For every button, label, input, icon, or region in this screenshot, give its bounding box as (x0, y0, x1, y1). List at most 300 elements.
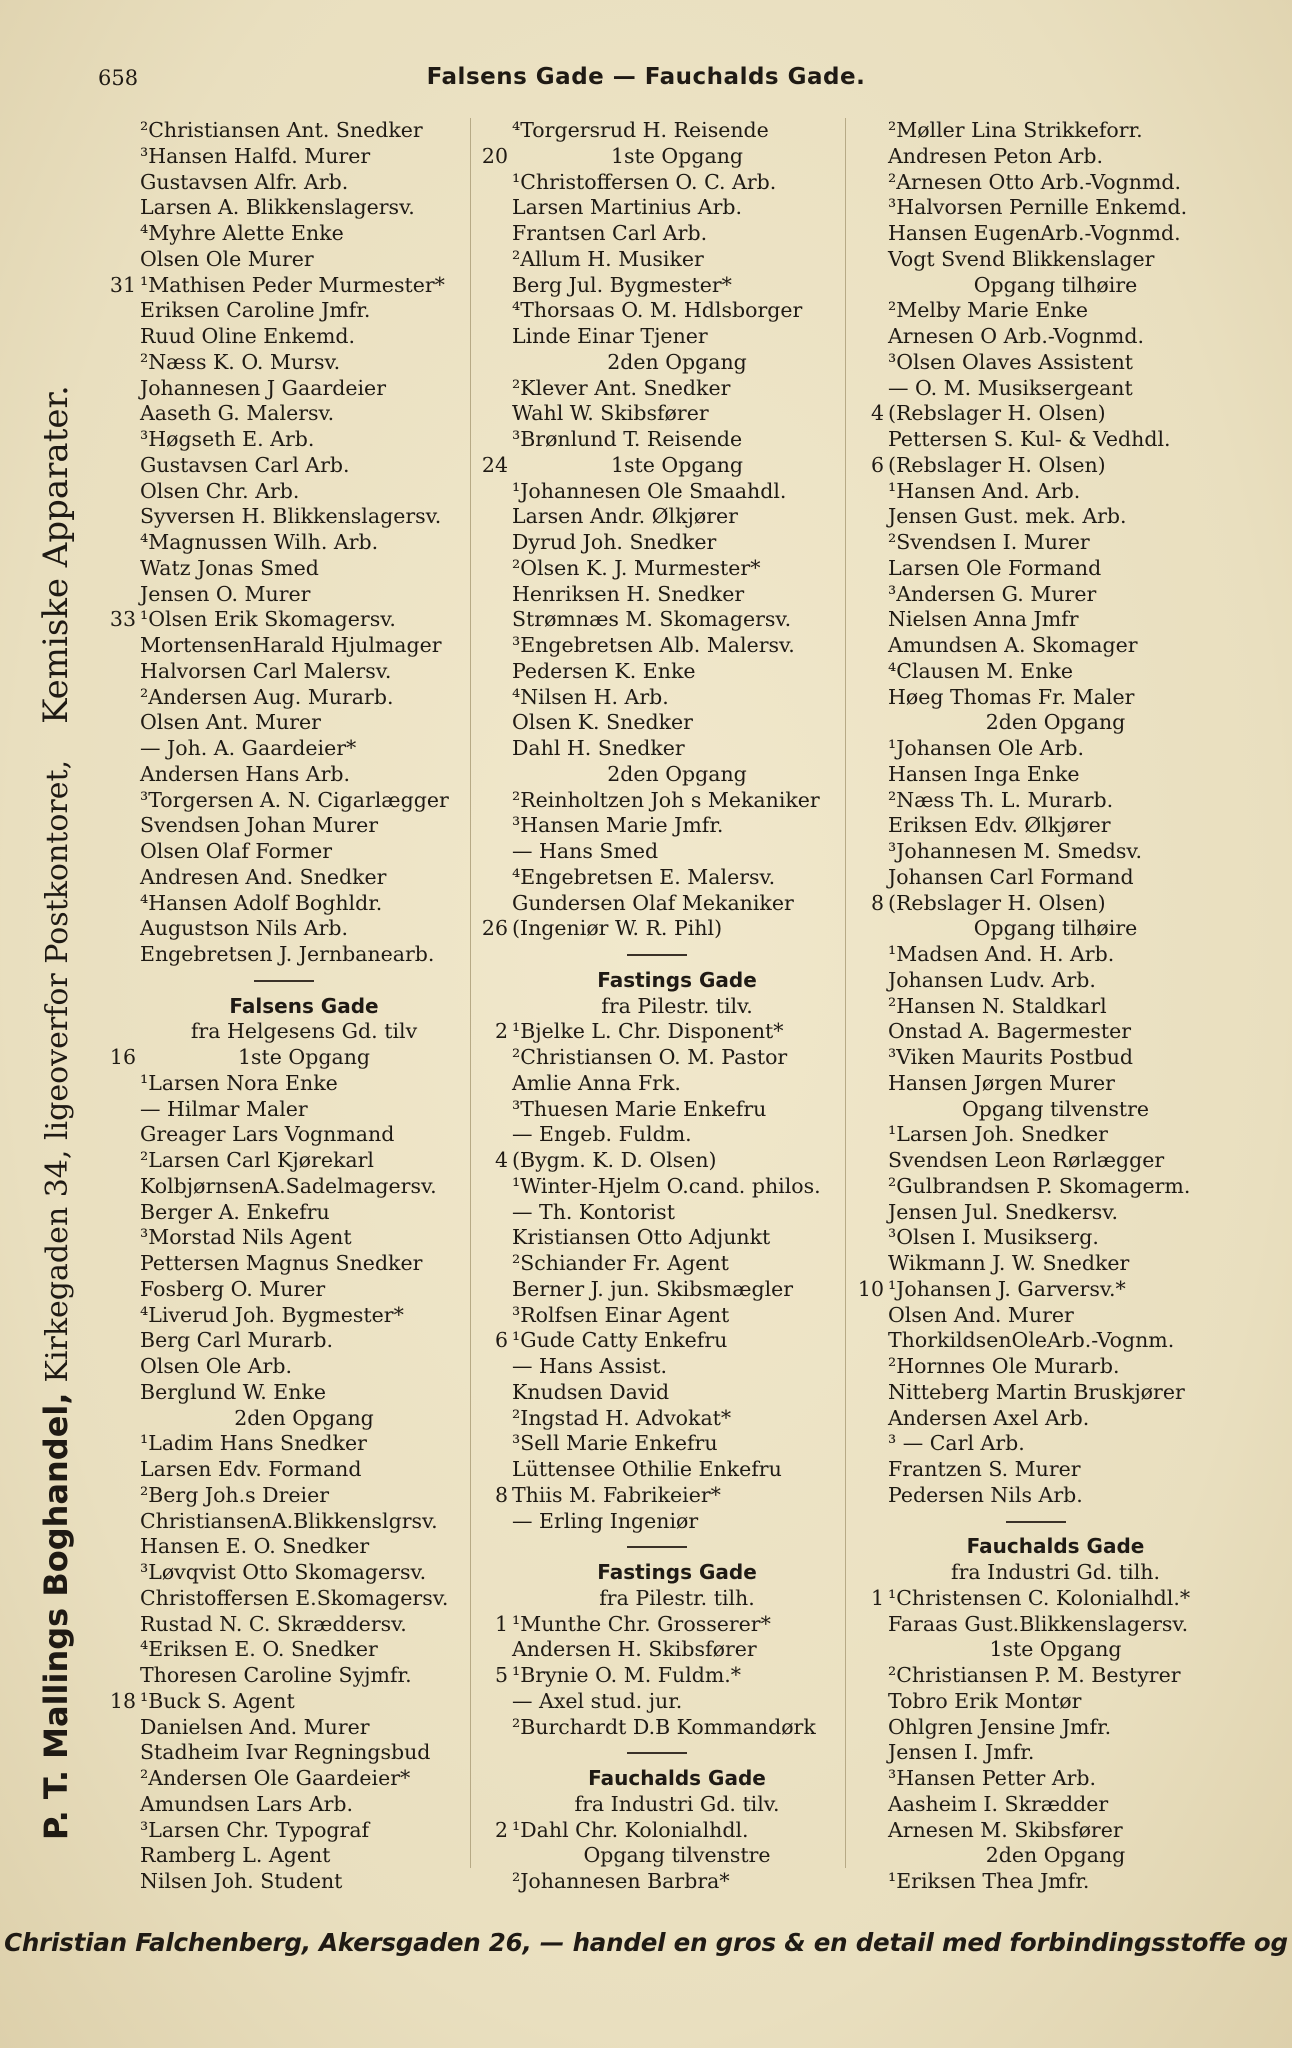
resident-text: Faraas Gust.Blikkenslagersv. (888, 1611, 1189, 1636)
resident-text: ³Olsen Olaves Assistent (888, 349, 1134, 374)
section-text: fra Pilestr. tilv. (601, 993, 753, 1018)
resident-entry (100, 1663, 468, 1689)
section-label (848, 710, 1223, 736)
section-label (100, 1406, 468, 1432)
resident-text: Berger A. Enkefru (140, 1199, 330, 1224)
resident-text: ⁴Thorsaas O. M. Hdlsborger (512, 298, 803, 323)
resident-entry (100, 324, 468, 350)
resident-entry (100, 1122, 468, 1148)
resident-text: ¹Olsen Erik Skomagersv. (140, 607, 396, 632)
resident-entry (848, 1045, 1223, 1071)
section-label (848, 916, 1223, 942)
resident-entry (100, 1148, 468, 1174)
resident-text: Hansen Jørgen Murer (888, 1070, 1115, 1095)
house-number: 4 (494, 1148, 508, 1172)
resident-entry (100, 736, 468, 762)
resident-text: ⁴Eriksen E. O. Snedker (140, 1637, 378, 1662)
resident-text: ²Johannesen Barbra* (512, 1869, 730, 1893)
resident-text: ³Hansen Halfd. Murer (140, 143, 371, 168)
resident-entry (848, 762, 1223, 788)
resident-text: ³Larsen Chr. Typograf (140, 1817, 370, 1842)
running-title: Falsens Gade — Fauchalds Gade. (426, 64, 866, 90)
resident-text: ¹Larsen Nora Enke (140, 1070, 338, 1095)
resident-entry (472, 1380, 842, 1406)
resident-text: Hansen Inga Enke (888, 761, 1080, 786)
resident-text: Olsen Ant. Murer (140, 710, 321, 735)
resident-text: ²Christiansen P. M. Bestyrer (888, 1663, 1181, 1687)
resident-entry (100, 376, 468, 402)
resident-text: Larsen Andr. Ølkjører (512, 504, 738, 529)
section-label (472, 144, 842, 170)
section-text: 2den Opgang (985, 710, 1126, 735)
street-name: Falsens Gade (229, 993, 379, 1018)
side-advertisement (36, 280, 80, 1840)
resident-entry (472, 659, 842, 685)
resident-text: ²Hornnes Ole Murarb. (888, 1354, 1120, 1378)
resident-text: Olsen Ole Arb. (140, 1354, 292, 1378)
resident-text: Ramberg L. Agent (140, 1843, 331, 1868)
divider-line (627, 1546, 687, 1548)
resident-entry (472, 1406, 842, 1432)
section-label (848, 273, 1223, 299)
resident-entry (100, 195, 468, 221)
section-text: Opgang tilvenstre (583, 1843, 771, 1868)
resident-entry (472, 1869, 842, 1895)
resident-text: Larsen Martinius Arb. (512, 195, 743, 220)
resident-text: Gundersen Olaf Mekaniker (512, 890, 794, 915)
resident-text: — Erling Ingeniør (512, 1508, 699, 1533)
section-label (848, 1097, 1223, 1123)
resident-text: ²Schiander Fr. Agent (512, 1251, 729, 1275)
resident-text: Olsen And. Murer (888, 1302, 1074, 1327)
resident-text: ²Olsen K. J. Murmester* (512, 555, 761, 580)
resident-text: Berg Jul. Bygmester* (512, 272, 732, 297)
resident-entry (472, 916, 842, 942)
resident-text: Greager Lars Vognmand (140, 1122, 395, 1147)
resident-text: ¹Ladim Hans Snedker (140, 1431, 367, 1456)
resident-text: ⁴Liverud Joh. Bygmester* (140, 1302, 404, 1327)
resident-entry (100, 839, 468, 865)
section-label (100, 1045, 468, 1071)
street-heading (472, 1766, 842, 1792)
resident-text: ³Andersen G. Murer (888, 581, 1097, 606)
resident-entry (848, 994, 1223, 1020)
resident-entry (848, 427, 1223, 453)
resident-entry (100, 1354, 468, 1380)
resident-entry (848, 479, 1223, 505)
resident-text: Eriksen Edv. Ølkjører (888, 813, 1111, 838)
resident-entry (472, 504, 842, 530)
street-name: Fauchalds Gade (966, 1534, 1145, 1559)
resident-text: — Joh. A. Gaardeier* (140, 736, 357, 760)
resident-text: Jensen Jul. Snedkersv. (888, 1199, 1118, 1224)
section-text: 2den Opgang (607, 349, 747, 374)
resident-text: Svendsen Johan Murer (140, 813, 379, 838)
side-ad-address: Kirkegaden 34, ligeoverfor Postkontoret, (40, 759, 75, 1383)
resident-text: Johansen Ludv. Arb. (888, 967, 1096, 992)
resident-entry (100, 916, 468, 942)
house-number: 31 (109, 272, 136, 297)
resident-entry (100, 1071, 468, 1097)
resident-entry (848, 1869, 1223, 1895)
section-label (848, 1843, 1223, 1869)
resident-entry (848, 1431, 1223, 1457)
resident-entry (848, 1200, 1223, 1226)
street-name: Fastings Gade (597, 1560, 757, 1584)
resident-entry (100, 1740, 468, 1766)
resident-text: ³Høgseth E. Arb. (140, 427, 315, 451)
resident-text: ⁴Nilsen H. Arb. (512, 684, 669, 709)
resident-text: — O. M. Musiksergeant (888, 375, 1133, 400)
resident-entry (100, 813, 468, 839)
resident-text: Pettersen Magnus Snedker (140, 1251, 423, 1275)
section-label (472, 762, 842, 788)
resident-text: ¹Eriksen Thea Jmfr. (888, 1869, 1090, 1893)
resident-entry (848, 1586, 1223, 1612)
resident-text: ²Melby Marie Enke (888, 298, 1089, 323)
section-text: 1ste Opgang (610, 143, 744, 168)
resident-entry (848, 788, 1223, 814)
resident-entry (848, 556, 1223, 582)
resident-text: Amundsen Lars Arb. (140, 1791, 354, 1816)
street-heading (100, 994, 468, 1020)
resident-entry (472, 1251, 842, 1277)
resident-entry (100, 1869, 468, 1895)
resident-text: Amlie Anna Frk. (512, 1070, 681, 1095)
section-text: 1ste Opgang (237, 1045, 371, 1069)
resident-entry (100, 1637, 468, 1663)
resident-entry (472, 633, 842, 659)
resident-entry (472, 427, 842, 453)
resident-entry (472, 685, 842, 711)
resident-entry (100, 530, 468, 556)
resident-entry (100, 865, 468, 891)
resident-entry (848, 170, 1223, 196)
resident-entry (472, 1200, 842, 1226)
resident-text: — Hans Assist. (512, 1354, 668, 1378)
section-label (472, 350, 842, 376)
resident-text: Engebretsen J. Jernbanearb. (140, 942, 435, 966)
resident-entry (848, 1071, 1223, 1097)
footer-advertisement: Christian Falchenberg, Akersgaden 26, — handel en gros & en detail med forbindingsstoffe og (4, 1928, 1288, 1957)
resident-entry (472, 1174, 842, 1200)
resident-text: ⁴Clausen M. Enke (888, 658, 1074, 683)
resident-text: Gustavsen Alfr. Arb. (140, 169, 349, 194)
resident-entry (848, 1148, 1223, 1174)
section-label (848, 1637, 1223, 1663)
resident-text: ¹Christoffersen O. C. Arb. (512, 169, 777, 194)
resident-text: Jensen Gust. mek. Arb. (888, 504, 1127, 529)
resident-text: ¹Larsen Joh. Snedker (888, 1122, 1108, 1147)
resident-text: Thiis M. Fabrikeier* (512, 1482, 721, 1507)
resident-text: ²Burchardt D.B Kommandørk (512, 1714, 816, 1739)
resident-entry (472, 1689, 842, 1715)
section-text: 1ste Opgang (610, 452, 744, 477)
resident-entry (100, 1843, 468, 1869)
resident-entry (848, 1457, 1223, 1483)
resident-text: ³Thuesen Marie Enkefru (512, 1096, 767, 1121)
resident-text: ⁴Torgersrud H. Reisende (512, 118, 769, 142)
resident-text: Aaseth G. Malersv. (140, 401, 335, 426)
resident-entry (848, 504, 1223, 530)
resident-entry (100, 1509, 468, 1535)
resident-text: Olsen Olaf Former (140, 839, 333, 863)
resident-text: Ohlgren Jensine Jmfr. (888, 1714, 1112, 1739)
resident-entry (100, 247, 468, 273)
resident-entry (848, 865, 1223, 891)
side-ad-publisher: P. T. Mallings Boghandel, (37, 1392, 75, 1840)
resident-entry (848, 891, 1223, 917)
house-number: 2 (494, 1019, 508, 1044)
resident-entry (100, 1534, 468, 1560)
resident-entry (100, 1560, 468, 1586)
resident-entry (848, 1792, 1223, 1818)
resident-entry (848, 1766, 1223, 1792)
street-name: Fastings Gade (597, 967, 757, 992)
resident-entry (100, 401, 468, 427)
resident-entry (848, 1380, 1223, 1406)
resident-entry (472, 1457, 842, 1483)
resident-text: Hansen EugenArb.-Vognmd. (888, 221, 1181, 245)
resident-text: Tobro Erik Montør (888, 1688, 1082, 1713)
resident-entry (848, 1740, 1223, 1766)
resident-text: Svendsen Leon Rørlægger (888, 1148, 1165, 1172)
resident-text: ¹Gude Catty Enkefru (512, 1328, 728, 1353)
section-label (472, 1792, 842, 1818)
house-number: 2 (494, 1817, 508, 1842)
resident-text: ¹Buck S. Agent (140, 1688, 295, 1713)
resident-text: ¹Bjelke L. Chr. Disponent* (512, 1019, 784, 1044)
resident-text: ⁴Engebretsen E. Malersv. (512, 864, 776, 889)
resident-entry (848, 1225, 1223, 1251)
resident-text: Olsen Chr. Arb. (140, 478, 300, 503)
resident-text: ²Næss K. O. Mursv. (140, 349, 341, 374)
resident-entry (848, 324, 1223, 350)
resident-entry (848, 1328, 1223, 1354)
resident-entry (848, 1663, 1223, 1689)
house-number: 10 (857, 1276, 884, 1301)
resident-text: ²Møller Lina Strikkeforr. (888, 118, 1143, 142)
resident-entry (472, 170, 842, 196)
resident-text: Eriksen Caroline Jmfr. (140, 298, 371, 323)
resident-entry (472, 530, 842, 556)
resident-text: Larsen Ole Formand (888, 555, 1102, 580)
resident-text: Andersen Hans Arb. (140, 761, 351, 786)
resident-text: ³Torgersen A. N. Cigarlægger (140, 787, 449, 812)
resident-entry (472, 324, 842, 350)
section-label (472, 453, 842, 479)
street-name: Fauchalds Gade (588, 1766, 766, 1790)
resident-text: Rustad N. C. Skræddersv. (140, 1611, 407, 1636)
resident-text: ³Viken Maurits Postbud (888, 1045, 1134, 1069)
resident-entry (472, 1097, 842, 1123)
resident-entry (848, 1406, 1223, 1432)
directory-column-2 (472, 118, 842, 1895)
resident-text: Arnesen M. Skibsfører (888, 1817, 1123, 1842)
resident-text: Thoresen Caroline Syjmfr. (140, 1663, 412, 1687)
directory-column-1 (100, 118, 468, 1895)
resident-text: Kristiansen Otto Adjunkt (512, 1225, 771, 1250)
resident-entry (100, 504, 468, 530)
page-header (0, 62, 1292, 102)
resident-entry (100, 170, 468, 196)
resident-entry (472, 1303, 842, 1329)
resident-entry (848, 633, 1223, 659)
resident-entry (848, 968, 1223, 994)
resident-text: Onstad A. Bagermester (888, 1019, 1132, 1044)
resident-entry (472, 401, 842, 427)
resident-text: ³Johannesen M. Smedsv. (888, 839, 1143, 863)
divider-line (254, 980, 314, 982)
resident-text: Knudsen David (512, 1379, 670, 1404)
resident-entry (100, 1328, 468, 1354)
house-number: 24 (481, 452, 508, 477)
resident-entry (100, 144, 468, 170)
resident-text: KolbjørnsenA.Sadelmagersv. (140, 1173, 437, 1198)
section-label (472, 1843, 842, 1869)
resident-entry (848, 144, 1223, 170)
section-text: fra Helgesens Gd. tilv (190, 1019, 418, 1044)
resident-text: Wikmann J. W. Snedker (888, 1251, 1130, 1275)
resident-text: Aasheim I. Skrædder (888, 1791, 1109, 1816)
resident-text: MortensenHarald Hjulmager (140, 633, 442, 657)
section-text: 2den Opgang (234, 1405, 374, 1430)
resident-text: ³Olsen I. Musikserg. (888, 1225, 1099, 1250)
resident-entry (472, 710, 842, 736)
resident-text: ³Rolfsen Einar Agent (512, 1302, 730, 1327)
resident-text: Christoffersen E.Skomagersv. (140, 1585, 449, 1610)
resident-entry (100, 1586, 468, 1612)
resident-entry (472, 1148, 842, 1174)
resident-text: — Engeb. Fuldm. (512, 1122, 692, 1147)
resident-text: Hansen E. O. Snedker (140, 1534, 370, 1559)
resident-text: Olsen Ole Murer (140, 246, 314, 271)
resident-entry (848, 942, 1223, 968)
resident-text: — Axel stud. jur. (512, 1688, 683, 1713)
resident-entry (848, 685, 1223, 711)
resident-entry (848, 1122, 1223, 1148)
resident-entry (472, 195, 842, 221)
resident-text: Berg Carl Murarb. (140, 1328, 334, 1353)
resident-text: ¹Winter-Hjelm O.cand. philos. (512, 1173, 821, 1198)
directory-column-3 (848, 118, 1223, 1895)
resident-text: ³ — Carl Arb. (888, 1431, 1025, 1456)
resident-entry (472, 376, 842, 402)
house-number: 1 (494, 1611, 508, 1636)
resident-text: ¹Johansen J. Garversv.* (888, 1276, 1126, 1301)
resident-entry (100, 633, 468, 659)
resident-text: (Rebslager H. Olsen) (888, 890, 1106, 915)
resident-text: Augustson Nils Arb. (140, 916, 349, 941)
resident-text: Andresen Peton Arb. (888, 143, 1103, 168)
resident-entry (848, 453, 1223, 479)
resident-entry (472, 736, 842, 762)
resident-entry (848, 1483, 1223, 1509)
resident-entry (472, 1637, 842, 1663)
resident-text: ²Allum H. Musiker (512, 246, 704, 271)
section-text: fra Pilestr. tilh. (599, 1585, 755, 1610)
resident-entry (100, 1818, 468, 1844)
resident-text: Dyrud Joh. Snedker (512, 530, 717, 554)
resident-entry (848, 1354, 1223, 1380)
resident-entry (472, 1019, 842, 1045)
resident-entry (472, 1509, 842, 1535)
resident-text: Halvorsen Carl Malersv. (140, 658, 392, 683)
resident-text: ³Hansen Petter Arb. (888, 1766, 1097, 1790)
resident-text: ⁴Hansen Adolf Boghldr. (140, 890, 383, 915)
resident-text: ⁴Myhre Alette Enke (140, 221, 344, 245)
resident-text: (Ingeniør W. R. Pihl) (512, 916, 723, 941)
section-text: 2den Opgang (985, 1843, 1126, 1868)
section-text: Opgang tilvenstre (961, 1096, 1150, 1121)
resident-entry (100, 1715, 468, 1741)
resident-entry (848, 607, 1223, 633)
section-text: fra Industri Gd. tilh. (951, 1560, 1160, 1584)
resident-entry (100, 453, 468, 479)
resident-text: Andresen And. Snedker (140, 864, 387, 889)
house-number: 8 (870, 890, 884, 915)
resident-text: ¹Brynie O. M. Fuldm.* (512, 1663, 742, 1687)
resident-entry (100, 298, 468, 324)
resident-text: Watz Jonas Smed (140, 555, 319, 580)
side-ad-product: Kemiske Apparater. (36, 385, 76, 724)
resident-entry (100, 1483, 468, 1509)
resident-text: ThorkildsenOleArb.-Vognm. (888, 1328, 1175, 1353)
resident-entry (100, 685, 468, 711)
resident-entry (100, 1174, 468, 1200)
resident-entry (472, 1818, 842, 1844)
section-text: Opgang tilhøire (973, 916, 1138, 941)
house-number: 8 (494, 1482, 508, 1507)
resident-text: ²Arnesen Otto Arb.-Vognmd. (888, 169, 1182, 194)
resident-entry (100, 1277, 468, 1303)
resident-entry (472, 788, 842, 814)
resident-text: Fosberg O. Murer (140, 1276, 326, 1301)
resident-entry (100, 942, 468, 968)
resident-entry (848, 813, 1223, 839)
resident-entry (848, 736, 1223, 762)
house-number: 6 (870, 452, 884, 477)
resident-text: — Th. Kontorist (512, 1199, 675, 1224)
section-label (848, 1560, 1223, 1586)
resident-entry (100, 1251, 468, 1277)
divider-line (627, 954, 687, 956)
resident-entry (472, 1045, 842, 1071)
section-label (472, 1586, 842, 1612)
resident-entry (848, 350, 1223, 376)
house-number: 20 (481, 143, 508, 168)
resident-entry (472, 1071, 842, 1097)
resident-text: Lüttensee Othilie Enkefru (512, 1457, 782, 1481)
resident-entry (472, 1483, 842, 1509)
resident-entry (848, 1174, 1223, 1200)
resident-entry (848, 839, 1223, 865)
resident-text: ¹Mathisen Peder Murmester* (140, 272, 445, 297)
resident-text: Linde Einar Tjener (512, 324, 708, 348)
resident-entry (100, 891, 468, 917)
section-text: fra Industri Gd. tilv. (574, 1791, 780, 1816)
resident-text: ¹Dahl Chr. Kolonialhdl. (512, 1817, 749, 1842)
resident-entry (472, 1431, 842, 1457)
resident-text: ²Andersen Ole Gaardeier* (140, 1766, 411, 1790)
resident-entry (472, 1328, 842, 1354)
resident-entry (100, 710, 468, 736)
resident-entry (472, 1354, 842, 1380)
house-number: 1 (870, 1585, 884, 1610)
resident-text: ²Næss Th. L. Murarb. (888, 787, 1114, 812)
resident-text: Strømnæs M. Skomagersv. (512, 607, 792, 632)
resident-entry (472, 273, 842, 299)
